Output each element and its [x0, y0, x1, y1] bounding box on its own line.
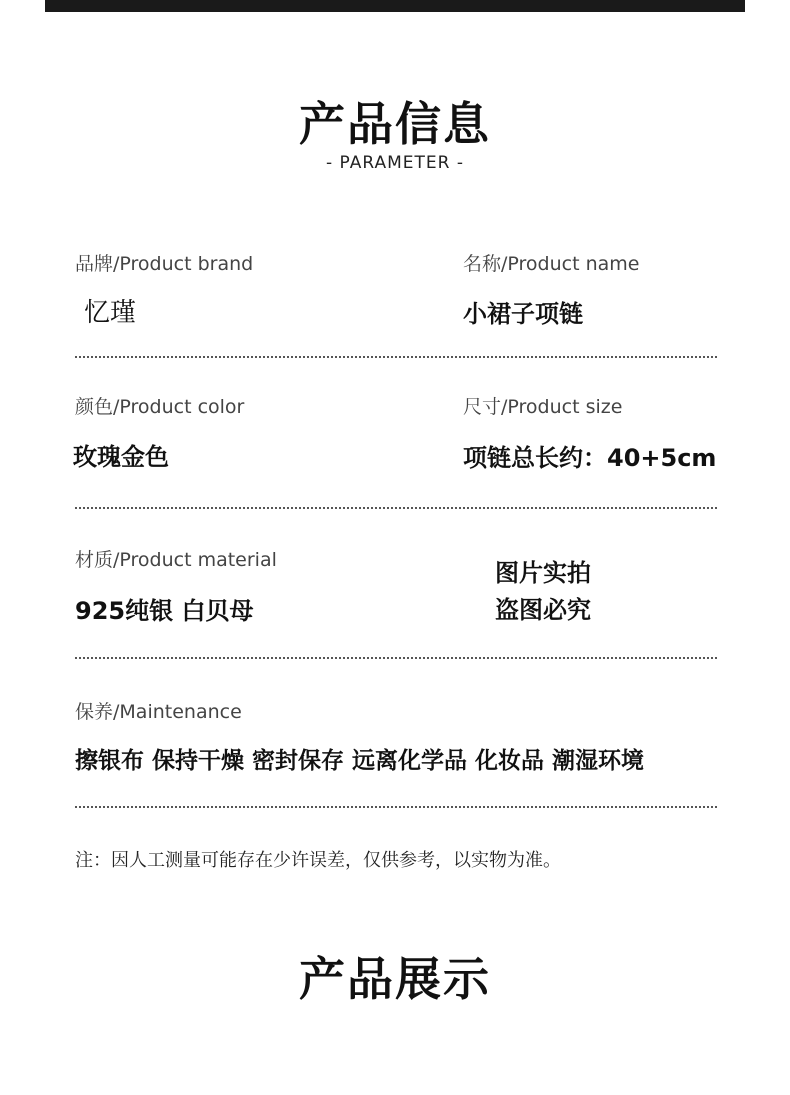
size-label: 尺寸/Product size	[463, 396, 623, 418]
divider	[75, 356, 717, 358]
measurement-note: 注：因人工测量可能存在少许误差，仅供参考，以实物为准。	[75, 850, 561, 871]
material-value: 925纯银 白贝母	[75, 597, 254, 625]
size-value: 项链总长约：40+5cm	[463, 444, 717, 472]
page-subtitle: - PARAMETER -	[326, 153, 464, 173]
brand-label: 品牌/Product brand	[75, 253, 254, 275]
section-title: 产品展示	[299, 952, 491, 1006]
photo-note-line2: 盗图必究	[495, 596, 591, 624]
brand-value: 忆瑾	[84, 298, 137, 328]
name-label: 名称/Product name	[463, 253, 640, 275]
divider	[75, 507, 717, 509]
product-image-strip	[45, 0, 745, 12]
name-value: 小裙子项链	[463, 300, 583, 328]
photo-note-line1: 图片实拍	[495, 559, 591, 587]
page-title: 产品信息	[299, 97, 491, 151]
divider	[75, 806, 717, 808]
material-label: 材质/Product material	[75, 549, 277, 571]
maintenance-label: 保养/Maintenance	[75, 701, 242, 723]
color-label: 颜色/Product color	[75, 396, 245, 418]
maintenance-value: 擦银布 保持干燥 密封保存 远离化学品 化妆品 潮湿环境	[75, 748, 645, 774]
color-value: 玫瑰金色	[73, 443, 169, 471]
divider	[75, 657, 717, 659]
